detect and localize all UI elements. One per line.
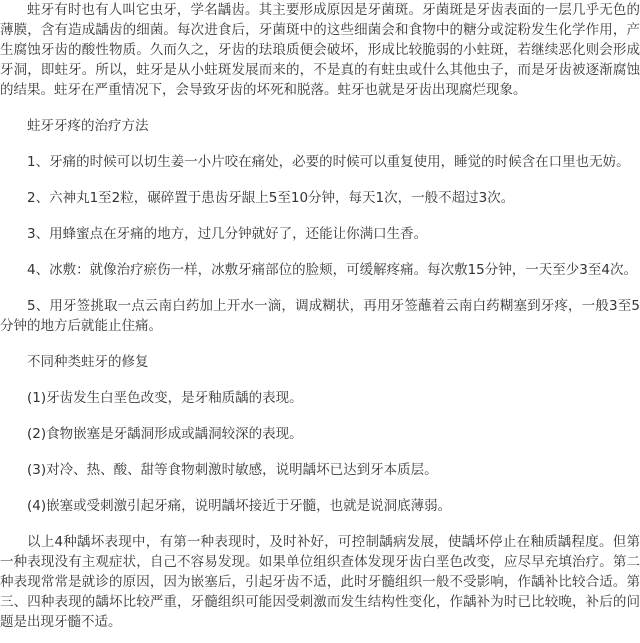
symptom-item-3: (3)对冷、热、酸、甜等食物刺激时敏感，说明龋坏已达到牙本质层。 (27, 462, 438, 478)
symptom-item-4: (4)嵌塞或受刺激引起牙痛，说明龋坏接近于牙髓，也就是说洞底薄弱。 (27, 498, 452, 514)
treatment-item-4: 4、冰敷：就像治疗瘀伤一样，冰敷牙痛部位的脸颊，可缓解疼痛。每次敷15分钟，一天至少3至4次。 (27, 262, 637, 278)
symptom-item-1: (1)牙齿发生白垩色改变，是牙釉质龋的表现。 (27, 390, 303, 406)
repair-heading: 不同种类蛀牙的修复 (27, 354, 149, 370)
treatment-item-2: 2、六神丸1至2粒，碾碎置于患齿牙龈上5至10分钟，每天1次，一般不超过3次。 (27, 190, 515, 206)
intro-paragraph: 蛀牙有时也有人叫它虫牙，学名龋齿。其主要形成原因是牙菌斑。牙菌斑是牙齿表面的一层几乎无色的薄膜，含有造成龋齿的细菌。每次进食后，牙菌斑中的这些细菌会和食物中的糖分或淀粉发生化学作用，产生腐蚀牙齿的酸性物质。久而久之，牙齿的珐琅质便会破坏，形成比较脆弱的小蛀斑，若继续恶化则会形成牙洞，即蛀牙。所以，蛀牙是从小蛀斑发展而来的，不是真的有蛀虫或什么其他虫子，而是牙齿被逐渐腐蚀的结果。蛀牙在严重情况下，会导致牙齿的坏死和脱落。蛀牙也就是牙齿出现腐烂现象。 (0, 2, 640, 98)
treatment-item-3: 3、用蜂蜜点在牙痛的地方，过几分钟就好了，还能让你满口生香。 (27, 226, 428, 242)
symptom-item-2: (2)食物嵌塞是牙龋洞形成或龋洞较深的表现。 (27, 426, 303, 442)
treatment-item-1: 1、牙痛的时候可以切生姜一小片咬在痛处，必要的时候可以重复使用，睡觉的时候含在口里也无妨。 (27, 154, 630, 170)
treatment-item-5: 5、用牙签挑取一点云南白药加上开水一滴，调成糊状，再用牙签蘸着云南白药糊塞到牙疼，一般3至5分钟的地方后就能止住痛。 (0, 298, 640, 334)
treatment-heading: 蛀牙牙疼的治疗方法 (27, 118, 149, 134)
summary-paragraph: 以上4种龋坏表现中，有第一种表现时，及时补好，可控制龋病发展，使龋坏停止在釉质龋程度。但第一种表现没有主观症状，自己不容易发现。如果单位组织查体发现牙齿白垩色改变，应尽早充填治疗。第二种表现常常是就诊的原因，因为嵌塞后，引起牙齿不适，此时牙髓组织一般不受影响，作龋补比较合适。第三、四种表现的龋坏比较严重，牙髓组织可能因受刺激而发生结构性变化，作龋补为时已比较晚，补后的问题是出现牙髓不适。 (0, 534, 640, 630)
